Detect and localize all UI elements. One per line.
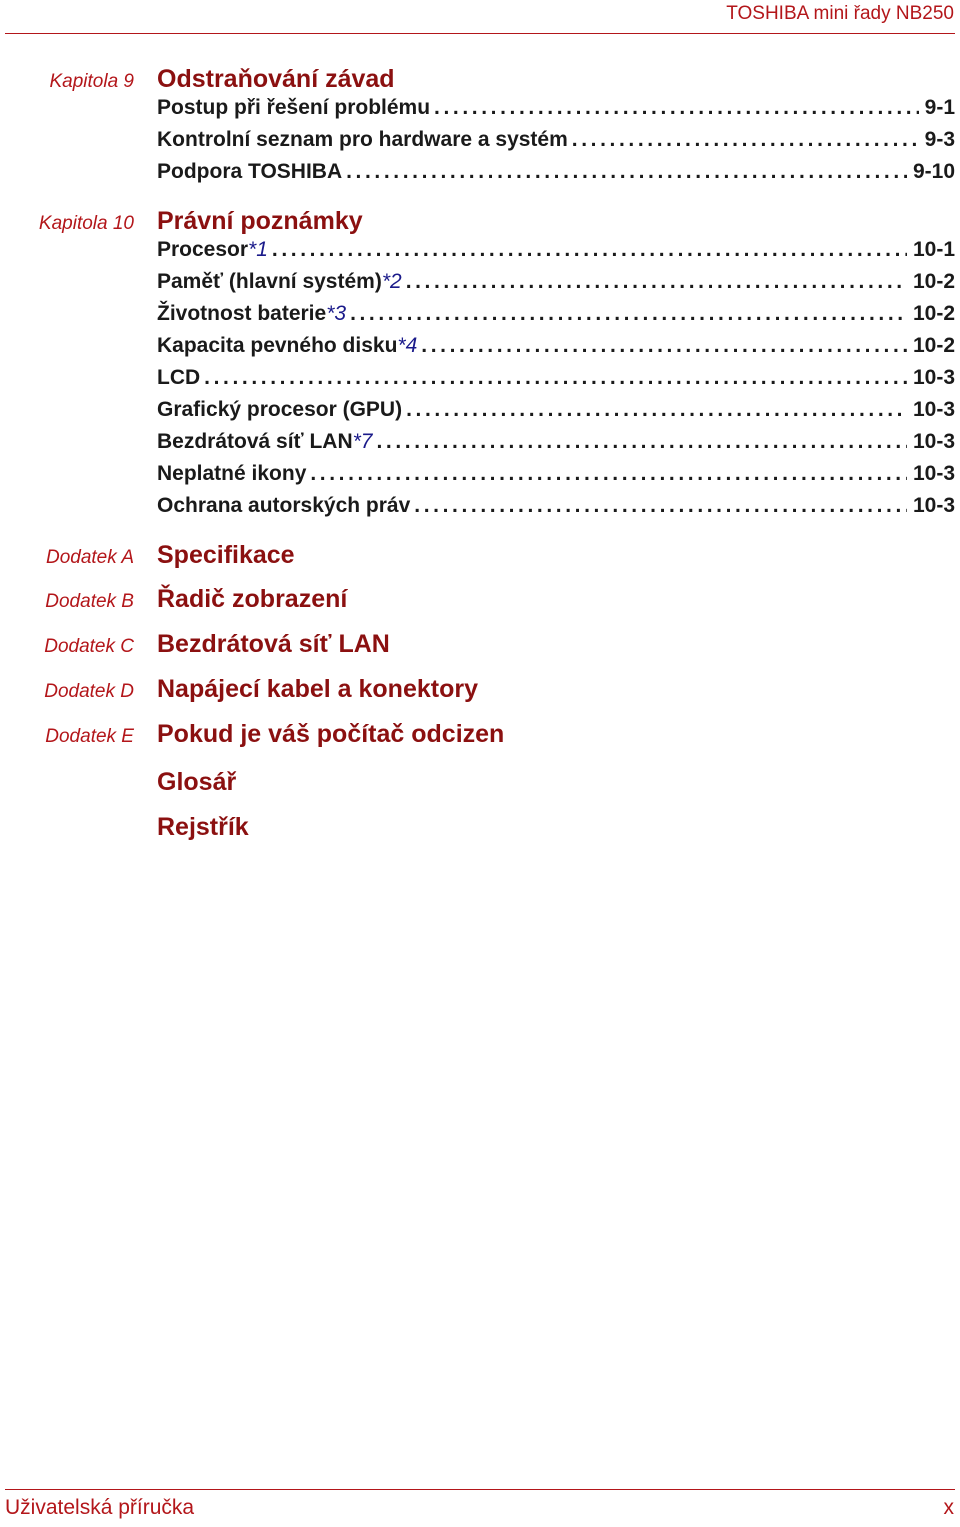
- dot-leader: [421, 334, 907, 358]
- section-heading-link[interactable]: Právní poznámky: [157, 207, 363, 235]
- dot-leader: [272, 238, 907, 262]
- entry-page: 10-2: [912, 334, 955, 357]
- footnote-marker: *1: [248, 238, 268, 261]
- entry-title: Kapacita pevného disku: [157, 334, 398, 357]
- dot-leader: [406, 398, 907, 422]
- toc-entry[interactable]: [157, 430, 955, 460]
- toc-entry[interactable]: [157, 462, 955, 492]
- entry-page: 10-3: [912, 398, 955, 421]
- dot-leader: [406, 270, 907, 294]
- dot-leader: [434, 96, 919, 120]
- dot-leader: [350, 302, 907, 326]
- section-label: Kapitola 10: [38, 213, 134, 234]
- entry-title: Postup při řešení problému: [157, 96, 431, 119]
- entry-title: Ochrana autorských práv: [157, 494, 411, 517]
- entry-page: 10-3: [912, 494, 955, 517]
- toc-entry[interactable]: [157, 366, 955, 396]
- section-label: Dodatek B: [45, 591, 134, 612]
- toc-entry[interactable]: [157, 302, 955, 332]
- toc-entry[interactable]: [157, 238, 955, 268]
- footer-divider: [5, 1489, 955, 1490]
- section-heading-link[interactable]: Glosář: [157, 768, 237, 796]
- dot-leader: [310, 462, 907, 486]
- toc-entry[interactable]: [157, 128, 955, 158]
- entry-title: LCD: [157, 366, 201, 389]
- entry-page: 10-2: [912, 302, 955, 325]
- entry-title: Neplatné ikony: [157, 462, 307, 485]
- dot-leader: [376, 430, 907, 454]
- section-label: Dodatek C: [44, 636, 134, 657]
- footnote-marker: *4: [397, 334, 418, 357]
- section-heading-link[interactable]: Řadič zobrazení: [157, 585, 348, 613]
- entry-title: Podpora TOSHIBA: [157, 160, 343, 183]
- document-title: TOSHIBA mini řady NB250: [726, 3, 954, 24]
- section-heading-link[interactable]: Specifikace: [157, 541, 295, 569]
- page-number: x: [943, 1496, 954, 1519]
- footnote-marker: *2: [381, 270, 402, 293]
- section-label: Kapitola 9: [49, 71, 134, 92]
- header-divider: [5, 33, 955, 34]
- section-label: Dodatek A: [45, 547, 134, 568]
- toc-entry[interactable]: [157, 96, 955, 126]
- entry-page: 10-3: [912, 430, 955, 453]
- entry-page: 9-3: [924, 128, 955, 151]
- section-label: Dodatek D: [44, 681, 134, 702]
- entry-page: 10-3: [912, 462, 955, 485]
- entry-page: 9-10: [912, 160, 955, 183]
- section-label: Dodatek E: [45, 726, 134, 747]
- entry-title: Paměť (hlavní systém): [157, 270, 382, 293]
- entry-title: Procesor: [157, 238, 249, 261]
- toc-entry[interactable]: [157, 494, 955, 524]
- entry-title: Bezdrátová síť LAN: [157, 430, 353, 453]
- dot-leader: [414, 494, 907, 518]
- entry-title: Životnost baterie: [157, 302, 327, 325]
- entry-page: 10-1: [912, 238, 955, 261]
- dot-leader: [204, 366, 907, 390]
- entry-page: 10-3: [912, 366, 955, 389]
- entry-page: 10-2: [912, 270, 955, 293]
- toc-entry[interactable]: [157, 270, 955, 300]
- toc-entry[interactable]: [157, 160, 955, 190]
- section-heading-link[interactable]: Bezdrátová síť LAN: [157, 630, 390, 658]
- section-heading-link[interactable]: Napájecí kabel a konektory: [157, 675, 478, 703]
- toc-entry[interactable]: [157, 334, 955, 364]
- dot-leader: [572, 128, 919, 152]
- footer-title: Uživatelská příručka: [5, 1496, 195, 1519]
- entry-title: Kontrolní seznam pro hardware a systém: [157, 128, 568, 151]
- footnote-marker: *7: [352, 430, 373, 453]
- section-heading-link[interactable]: Rejstřík: [157, 813, 249, 841]
- entry-page: 9-1: [924, 96, 955, 119]
- entry-title: Grafický procesor (GPU): [157, 398, 403, 421]
- section-heading-link[interactable]: Pokud je váš počítač odcizen: [157, 720, 505, 748]
- dot-leader: [346, 160, 907, 184]
- section-heading-link[interactable]: Odstraňování závad: [157, 65, 395, 93]
- footnote-marker: *3: [326, 302, 347, 325]
- toc-entry[interactable]: [157, 398, 955, 428]
